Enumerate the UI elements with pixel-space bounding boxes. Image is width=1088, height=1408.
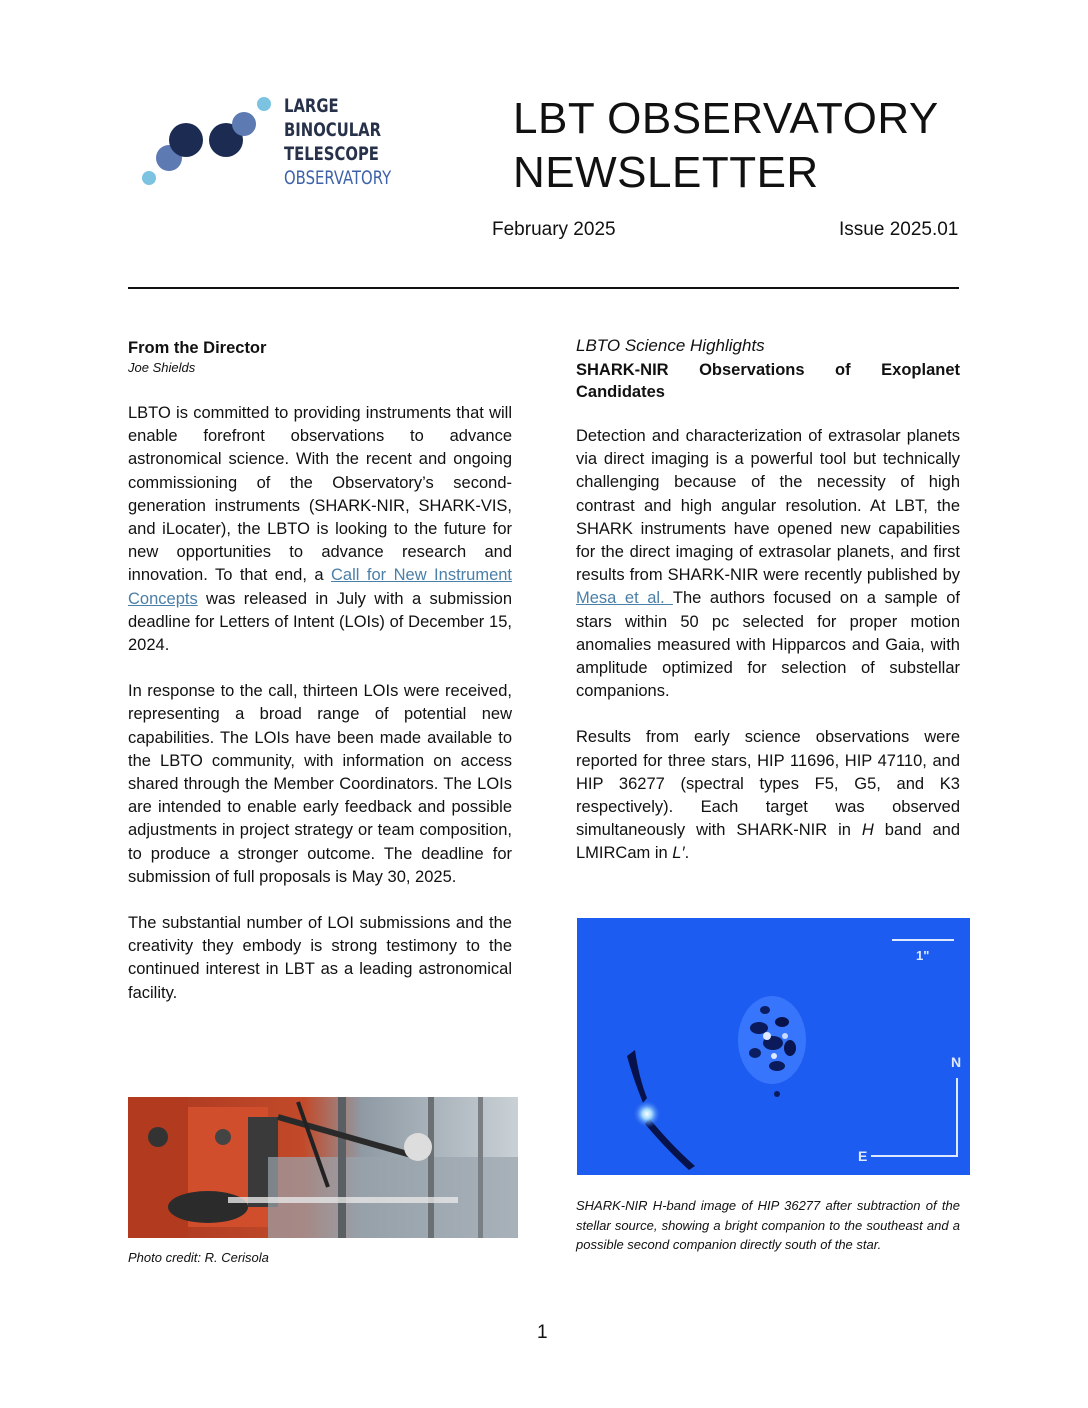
- issue-date: February 2025: [492, 219, 616, 240]
- shark-nir-image: [577, 918, 970, 1175]
- science-article: [576, 335, 960, 866]
- sp2-text-c: .: [684, 844, 690, 863]
- science-heading: SHARK-NIR Observations of Exoplanet Candidates: [576, 361, 960, 401]
- call-for-concepts-link[interactable]: Call for New Instrument Concepts: [128, 566, 513, 608]
- logo-line-3: TELESCOPE: [284, 143, 379, 165]
- logo-line-4: OBSERVATORY: [284, 167, 392, 189]
- science-kicker: LBTO Science Highlights: [576, 336, 765, 355]
- header-divider: [128, 287, 959, 289]
- photo-credit: Photo credit: R. Cerisola: [128, 1250, 269, 1265]
- newsletter-title: [513, 92, 939, 200]
- sp2-text-a: Results from early science observations were reported for three stars, HIP 11696, HIP 47110, and HIP 36277 (spectral types F5, G5, and K3 respectively). Each target was observed simultaneously with SHARK-NIR in: [576, 728, 960, 840]
- band-h: H: [861, 821, 874, 840]
- director-byline: Joe Shields: [128, 360, 196, 375]
- mesa-et-al-link[interactable]: Mesa et al.: [576, 589, 673, 608]
- sp2-text-b: band and LMIRCam in: [576, 821, 960, 863]
- logo-line-2: BINOCULAR: [284, 119, 382, 141]
- band-l: L′: [672, 844, 685, 863]
- image-caption: SHARK-NIR H-band image of HIP 36277 after subtraction of the stellar source, showing a bright companion to the southeast and a possible second companion directly south of the star.: [576, 1198, 960, 1252]
- director-paragraph-2: In response to the call, thirteen LOIs were received, representing a broad range of potential new capabilities. The LOIs have been made available to the LBTO community, with information on access shared through the Member Coordinators. The LOIs are intended to enable early feedback and possible adjustments in project strategy or team composition, to produce a stronger outcome. The deadline for submission of full proposals is May 30, 2025.: [128, 682, 512, 886]
- director-heading: From the Director: [128, 339, 267, 357]
- science-paragraph-2: [576, 726, 960, 865]
- scale-label: 1": [916, 948, 930, 963]
- p1-text-b: was released in July with a submission deadline for Letters of Intent (LOIs) of December 15, 2024.: [128, 589, 512, 655]
- east-label: E: [858, 1148, 868, 1164]
- north-label: N: [951, 1054, 962, 1070]
- sp1-text-a: Detection and characterization of extrasolar planets via direct imaging is a powerful tool but technically challenging because of the necessity of high contrast and high angular resolution. At LBT, the SHARK instruments have opened new capabilities for the direct imaging of extrasolar planets, and first results from SHARK-NIR were recently published by: [576, 427, 960, 585]
- logo-line-1: LARGE: [284, 95, 339, 117]
- director-article: [128, 337, 512, 1005]
- lbto-logo: [136, 92, 436, 192]
- director-paragraph-1: [128, 402, 512, 657]
- p1-text-a: LBTO is committed to providing instruments that will enable forefront observations to advance astronomical science. With the recent and ongoing commissioning of the Observatory’s second-generation instruments (SHARK-NIR, SHARK-VIS, and iLocater), the LBTO is looking to the future for new opportunities to advance research and innovation. To that end, a: [128, 404, 512, 585]
- logo-circles-icon: [136, 92, 276, 192]
- sp1-text-b: The authors focused on a sample of stars within 50 pc selected for proper motion anomalies measured with Hipparcos and Gaia, with amplitude optimized for selection of substellar companions.: [576, 589, 960, 701]
- title-line-2: NEWSLETTER: [513, 148, 819, 197]
- instrument-photo: [128, 1097, 518, 1238]
- director-paragraph-3: The substantial number of LOI submissions and the creativity they embody is strong testimony to the continued interest in LBT as a leading astronomical facility.: [128, 914, 512, 1002]
- issue-number: Issue 2025.01: [839, 219, 959, 240]
- title-line-1: LBT OBSERVATORY: [513, 94, 939, 143]
- page-number: 1: [537, 1322, 548, 1343]
- science-paragraph-1: [576, 425, 960, 703]
